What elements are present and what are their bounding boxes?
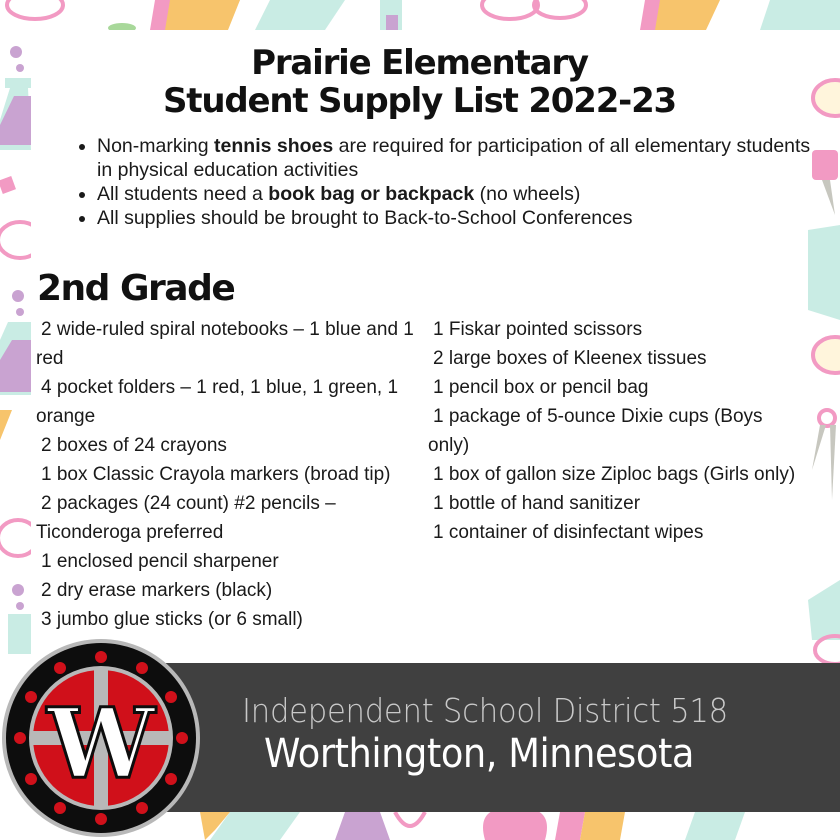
note-item: • All students need a book bag or backpack (no wheels) xyxy=(97,182,817,206)
title-school-name: Prairie Elementary xyxy=(251,43,588,83)
supply-item: 2 large boxes of Kleenex tissues xyxy=(433,348,707,369)
note-item: • All supplies should be brought to Back-to-School Conferences xyxy=(97,206,817,230)
supply-item: 4 pocket folders – 1 red, 1 blue, 1 green, 1 orange xyxy=(36,377,399,427)
supply-item: 2 packages (24 count) #2 pencils – Ticonderoga preferred xyxy=(36,493,336,543)
supply-item: 1 bottle of hand sanitizer xyxy=(433,493,641,514)
supply-item: 1 package of 5-ounce Dixie cups (Boys only) xyxy=(428,406,763,456)
supply-item: 2 boxes of 24 crayons xyxy=(41,435,227,456)
supply-item: 1 container of disinfectant wipes xyxy=(433,522,704,543)
svg-text:W: W xyxy=(47,687,155,800)
supply-item: 1 box of gallon size Ziploc bags (Girls only) xyxy=(433,464,796,485)
district-logo-icon xyxy=(0,637,202,839)
supply-item: 1 Fiskar pointed scissors xyxy=(433,319,643,340)
title-list-name: Student Supply List 2022-23 xyxy=(163,81,676,121)
supply-item: 1 enclosed pencil sharpener xyxy=(41,551,279,572)
district-name: Independent School District 518 xyxy=(242,691,728,730)
supply-item: 2 wide-ruled spiral notebooks – 1 blue and 1 red xyxy=(36,319,414,369)
supply-column-left xyxy=(36,315,428,634)
district-location: Worthington, Minnesota xyxy=(264,731,695,777)
district-footer-band xyxy=(100,663,840,812)
supply-item: 1 box Classic Crayola markers (broad tip) xyxy=(41,464,391,485)
supply-item: 3 jumbo glue sticks (or 6 small) xyxy=(41,609,303,630)
supply-item: 2 dry erase markers (black) xyxy=(41,580,273,601)
general-notes-list xyxy=(77,134,817,230)
page-title xyxy=(31,44,808,120)
note-item: • Non-marking tennis shoes are required for participation of all elementary students in physical education activities xyxy=(97,134,817,182)
supply-list-panel xyxy=(31,30,811,664)
supply-column-right xyxy=(428,315,803,547)
grade-heading: 2nd Grade xyxy=(37,268,235,309)
supply-item: 1 pencil box or pencil bag xyxy=(433,377,649,398)
